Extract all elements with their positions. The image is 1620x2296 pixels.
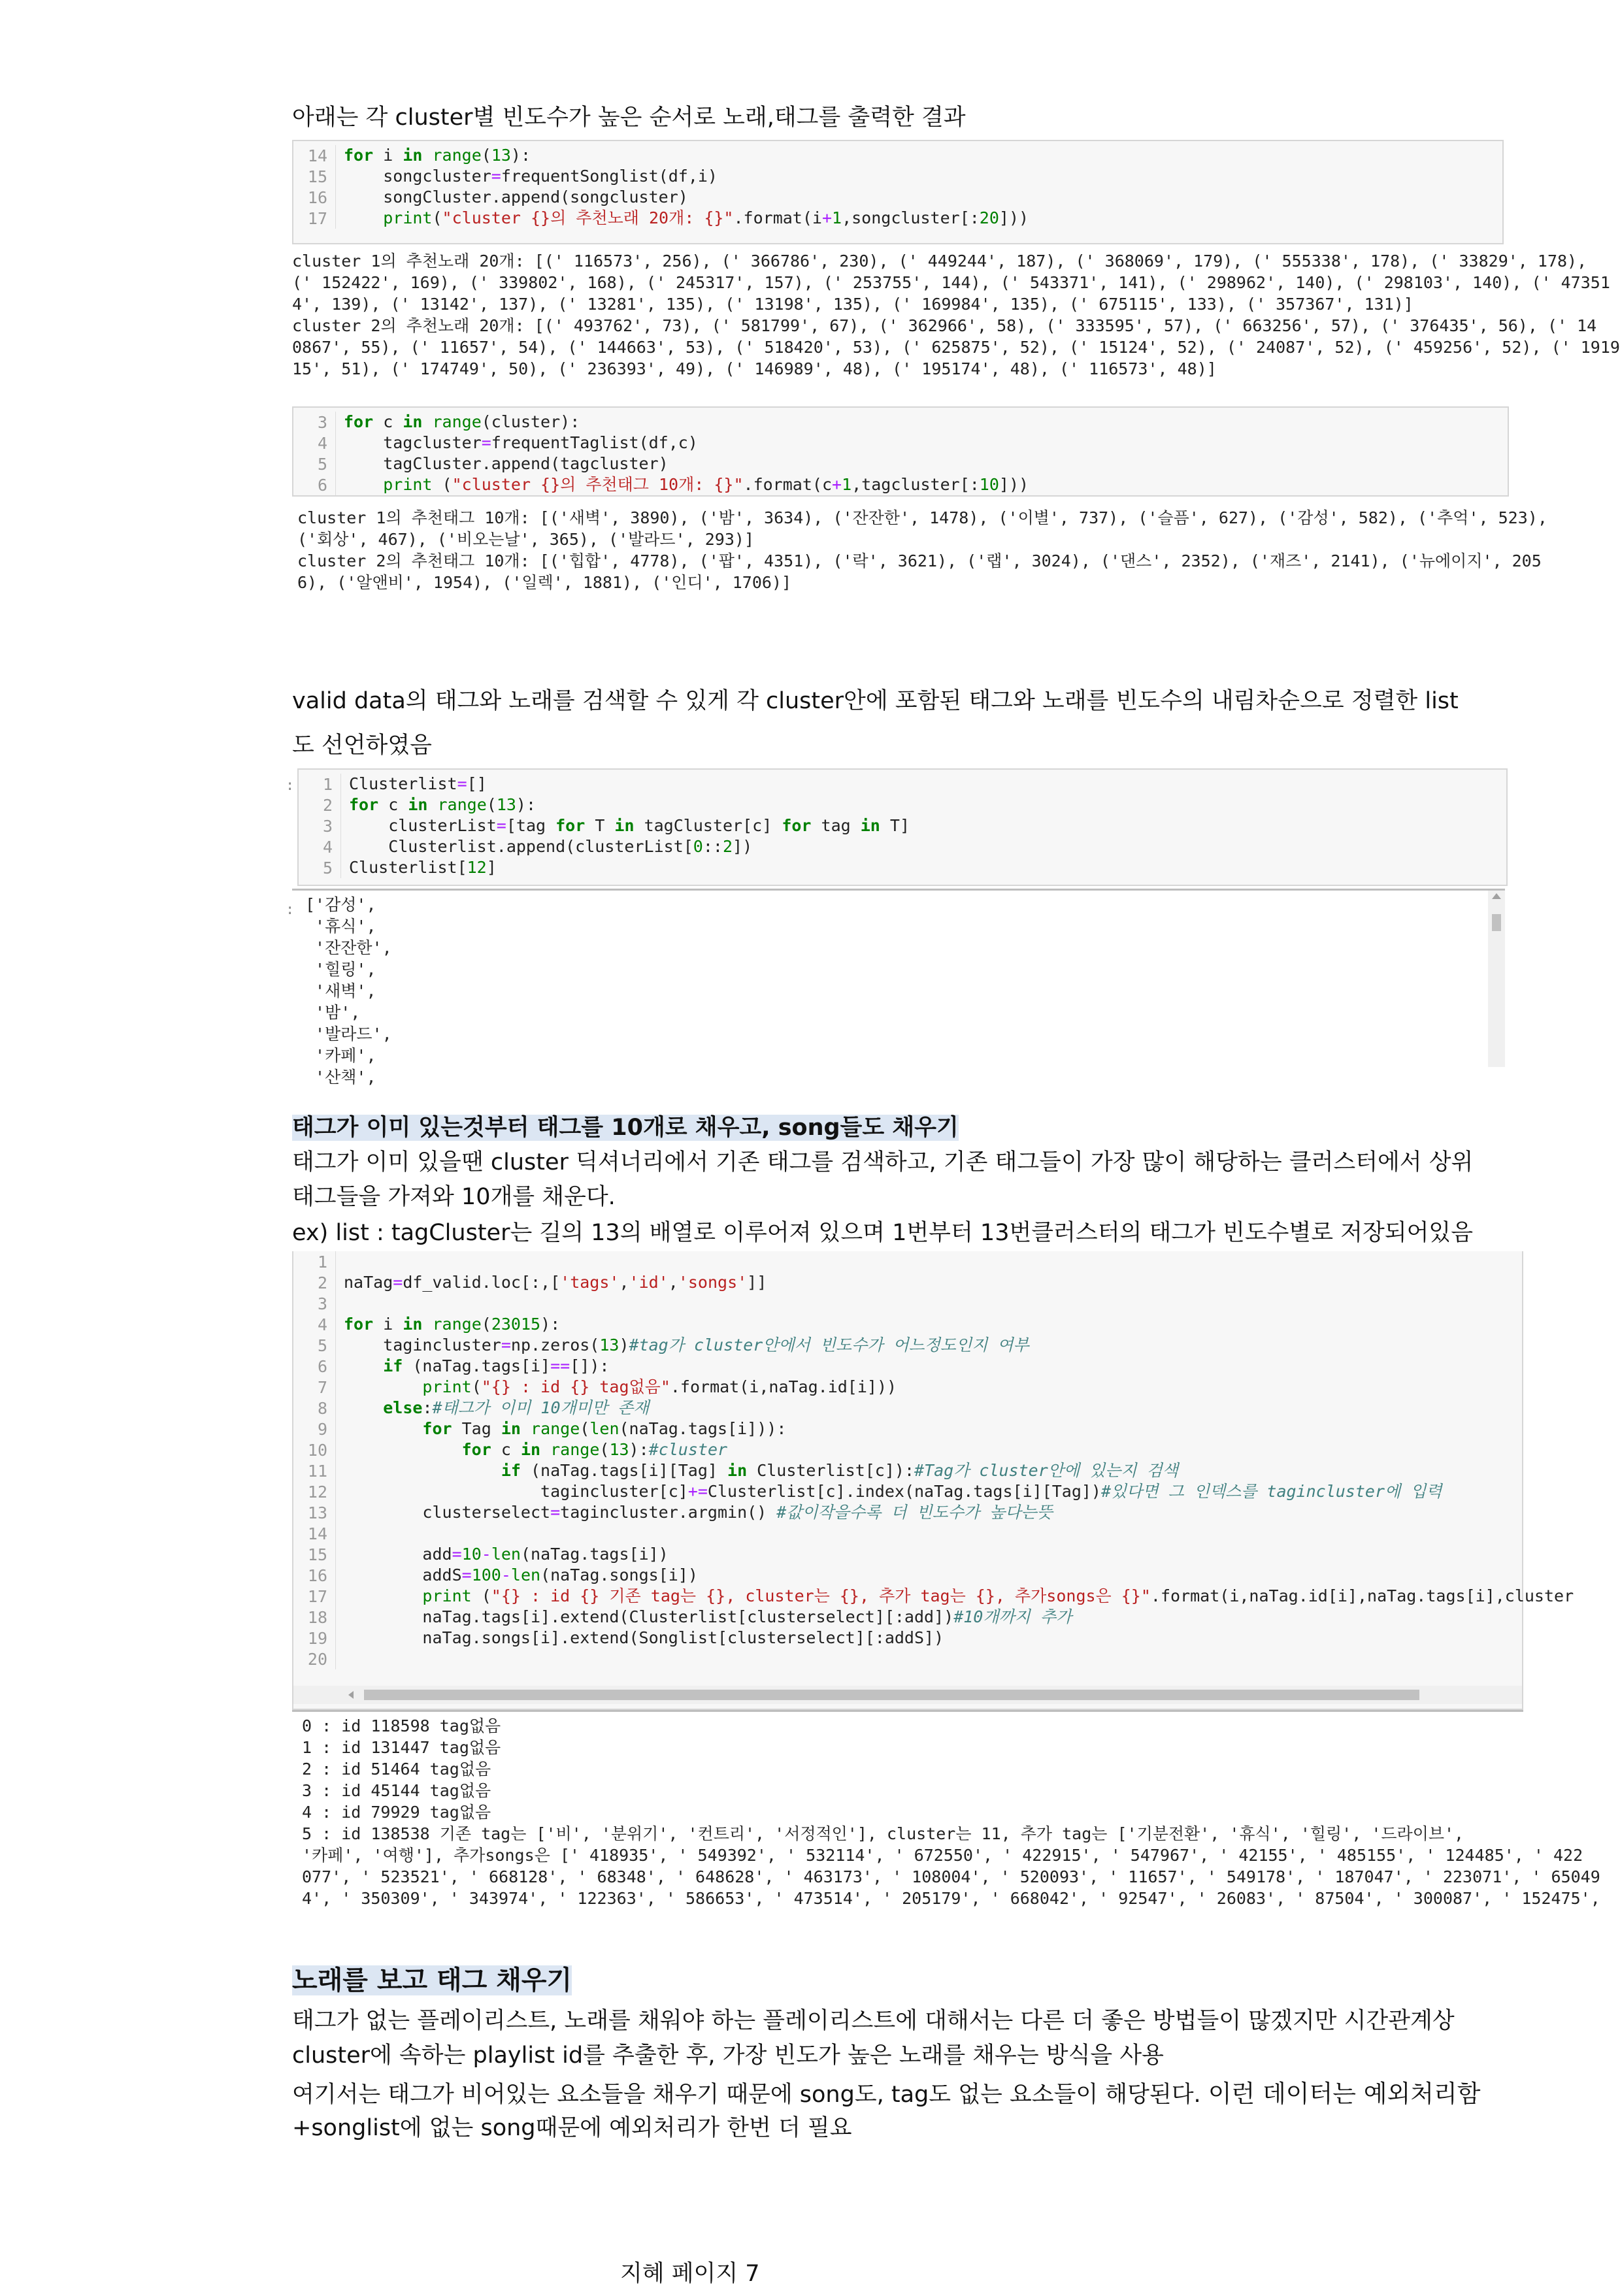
- output-line: 077', ' 523521', ' 668128', ' 68348', ' 648628', ' 463173', ' 108004', ' 520093', ' 11657', ' 549178', ' 187047', ' 223071', ' 65049: [302, 1867, 1600, 1886]
- code-line: [299, 774, 1506, 795]
- code-line: [293, 1356, 1522, 1377]
- code-line: [293, 1565, 1522, 1586]
- code-line: [293, 1293, 1522, 1314]
- code-cell-fill-tags[interactable]: [292, 1251, 1574, 1710]
- code-line: [293, 1419, 1522, 1439]
- line-number: 3: [322, 816, 333, 836]
- line-number: 10: [307, 1440, 327, 1460]
- code-cell-tag-recommend[interactable]: [292, 406, 1509, 497]
- code-line: [299, 795, 1506, 815]
- output-line: 1 : id 131447 tag없음: [302, 1738, 501, 1757]
- output-clusterlist: [305, 894, 1481, 1087]
- line-number: 2: [322, 795, 333, 815]
- line-number: 5: [317, 454, 327, 474]
- code-text[interactable]: tagcluster=frequentTaglist(df,c): [335, 433, 1508, 453]
- output-line: ('회상', 467), ('비오는날', 365), ('발라드', 293)]: [297, 530, 754, 549]
- cell-prompt-colon: :: [286, 778, 295, 794]
- line-number: 5: [322, 858, 333, 877]
- description-line: cluster에 속하는 playlist id를 추출한 후, 가장 빈도가 높은 노래를 채우는 방식을 사용: [292, 2042, 1164, 2069]
- code-line: [293, 1586, 1574, 1607]
- output-line: ['감성',: [305, 895, 376, 914]
- scroll-left-icon[interactable]: [348, 1691, 354, 1699]
- output-line: 6), ('알앤비', 1954), ('일렉', 1881), ('인디', 1706)]: [297, 573, 792, 592]
- code-text[interactable]: [335, 1251, 1522, 1272]
- code-text[interactable]: tagCluster.append(tagcluster): [335, 453, 1508, 474]
- description-line: 태그가 이미 있을땐 cluster 딕셔너리에서 기존 태그를 검색하고, 기존 태그들이 가장 많이 해당하는 클러스터에서 상위: [292, 1149, 1474, 1175]
- output-line: 0 : id 118598 tag없음: [302, 1716, 501, 1735]
- description-line: 태그가 없는 플레이리스트, 노래를 채워야 하는 플레이리스트에 대해서는 다른 더 좋은 방법들이 많겠지만 시간관계상: [292, 2008, 1455, 2034]
- code-text[interactable]: tagincluster[c]+=Clusterlist[c].index(naTag.tags[i][Tag])#있다면 그 인덱스를 tagincluster에 입력: [335, 1481, 1522, 1502]
- line-number: 1: [317, 1252, 327, 1271]
- code-text[interactable]: if (naTag.tags[i][Tag] in Clusterlist[c]):#Tag가 cluster안에 있는지 검색: [335, 1460, 1522, 1481]
- code-line: [293, 1648, 1522, 1669]
- code-text[interactable]: naTag=df_valid.loc[:,['tags','id','songs']]: [335, 1272, 1522, 1293]
- highlighted-title: 태그가 이미 있는것부터 태그를 10개로 채우고, song들도 채우기: [292, 1115, 959, 1141]
- description-line: 태그들을 가져와 10개를 채운다.: [292, 1184, 616, 1210]
- code-text[interactable]: add=10-len(naTag.tags[i]): [335, 1544, 1522, 1565]
- code-line: [293, 453, 1508, 474]
- hscroll-thumb[interactable]: [364, 1690, 1419, 1700]
- line-number: 2: [317, 1273, 327, 1292]
- code-text[interactable]: [335, 1523, 1522, 1544]
- code-text[interactable]: clusterselect=tagincluster.argmin() #값이작을수록 더 빈도수가 높다는뜻: [335, 1502, 1522, 1523]
- code-text[interactable]: for c in range(cluster):: [335, 412, 1508, 433]
- code-text[interactable]: Clusterlist=[]: [340, 774, 1506, 795]
- code-hscrollbar[interactable]: [293, 1686, 1522, 1704]
- line-number: 20: [307, 1649, 327, 1669]
- output-prompt-colon: :: [286, 902, 295, 918]
- line-number: 9: [317, 1419, 327, 1439]
- output-line: '휴식',: [305, 917, 376, 936]
- output-line: cluster 2의 추천노래 20개: [(' 493762', 73), (' 581799', 67), (' 362966', 58), (' 333595', 57), (' 663256', 57), (' 376435', 56), (' 14: [292, 316, 1597, 335]
- page-footer: 지혜 페이지 7: [620, 2261, 760, 2287]
- code-line: [299, 815, 1506, 836]
- description-line: +songlist에 없는 song때문에 예외처리가 한번 더 필요: [292, 2115, 852, 2141]
- line-number: 7: [317, 1377, 327, 1397]
- section-heading-valid-data: valid data의 태그와 노래를 검색할 수 있게 각 cluster안에 포함된 태그와 노래를 빈도수의 내림차순으로 정렬한 list: [292, 688, 1459, 714]
- output-line: (' 152422', 169), (' 339802', 168), (' 245317', 157), (' 253755', 144), (' 543371', 141), (' 298962', 140), (' 298103', 140), (' 47351: [292, 273, 1610, 292]
- output-line: 2 : id 51464 tag없음: [302, 1760, 491, 1779]
- output-line: cluster 1의 추천태그 10개: [('새벽', 3890), ('밤', 3634), ('잔잔한', 1478), ('이별', 737), ('슬픔', 627), ('감성', 582), ('추억', 523),: [297, 508, 1547, 527]
- code-line: [299, 836, 1506, 857]
- code-line: [293, 1398, 1522, 1419]
- code-text[interactable]: songcluster=frequentSonglist(df,i): [335, 166, 1502, 187]
- code-line: [293, 474, 1508, 495]
- code-line: [293, 1335, 1522, 1356]
- output-tag-recommend: [297, 507, 1547, 599]
- code-text[interactable]: tagincluster=np.zeros(13)#tag가 cluster안에서 빈도수가 어느정도인지 여부: [335, 1335, 1522, 1356]
- line-number: 14: [307, 146, 327, 165]
- code-text[interactable]: print("{} : id {} tag없음".format(i,naTag.id[i])): [335, 1377, 1522, 1398]
- output-scrollbar[interactable]: [1488, 891, 1505, 1067]
- code-lines: [299, 774, 1506, 878]
- code-line: [293, 1377, 1522, 1398]
- code-line: [293, 1439, 1522, 1460]
- output-line: '새벽',: [305, 981, 376, 1000]
- code-line: [293, 208, 1502, 229]
- line-number: 19: [307, 1628, 327, 1648]
- code-line: [293, 1607, 1522, 1628]
- code-text[interactable]: for i in range(13):: [335, 145, 1502, 166]
- scroll-thumb[interactable]: [1492, 914, 1501, 931]
- output-line: 15', 51), (' 174749', 50), (' 236393', 49), (' 146989', 48), (' 195174', 48), (' 116573', 48)]: [292, 359, 1217, 378]
- section-heading-valid-data-cont: 도 선언하였음: [292, 732, 432, 759]
- code-text[interactable]: Clusterlist[12]: [340, 857, 1506, 878]
- code-text[interactable]: [335, 1293, 1522, 1314]
- output-fill-tags: [302, 1715, 1600, 1908]
- line-number: 12: [307, 1482, 327, 1501]
- code-lines: [293, 412, 1508, 495]
- code-line: [293, 1628, 1522, 1648]
- code-lines: [293, 1251, 1574, 1669]
- output-line: cluster 1의 추천노래 20개: [(' 116573', 256), (' 366786', 230), (' 449244', 187), (' 368069', 179), (' 555338', 178), (' 33829', 178),: [292, 252, 1587, 271]
- code-text[interactable]: for Tag in range(len(naTag.tags[i])):: [335, 1419, 1522, 1439]
- output-line: '밤',: [305, 1003, 361, 1022]
- line-number: 17: [307, 1586, 327, 1606]
- code-line: [293, 166, 1502, 187]
- output-line: 0867', 55), (' 11657', 54), (' 144663', 53), (' 518420', 53), (' 625875', 52), (' 15124', 52), (' 24087', 52), (' 459256', 52), (' 1919: [292, 338, 1620, 357]
- line-number: 11: [307, 1461, 327, 1481]
- code-text[interactable]: addS=100-len(naTag.songs[i]): [335, 1565, 1522, 1586]
- description-line: ex) list : tagCluster는 길의 13의 배열로 이루어져 있으며 1번부터 13번클러스터의 태그가 빈도수별로 저장되어있음: [292, 1220, 1474, 1246]
- line-number: 6: [317, 1356, 327, 1376]
- description-line: [292, 2076, 1481, 2113]
- output-line: 5 : id 138538 기존 tag는 ['비', '분위기', '컨트리', '서정적인'], cluster는 11, 추가 tag는 ['기분전환', '휴식', '힐링', '드라이브',: [302, 1824, 1464, 1843]
- code-line: [293, 145, 1502, 166]
- line-number: 13: [307, 1503, 327, 1522]
- code-text[interactable]: for i in range(23015):: [335, 1314, 1522, 1335]
- code-text[interactable]: print("cluster {}의 추천노래 20개: {}".format(i+1,songcluster[:20])): [335, 208, 1502, 229]
- highlighted-title: 노래를 보고 태그 채우기: [292, 1965, 572, 1995]
- output-song-recommend: [292, 250, 1620, 378]
- code-line: [293, 1523, 1522, 1544]
- code-text[interactable]: for c in range(13):#cluster: [335, 1439, 1522, 1460]
- code-line: [299, 857, 1506, 878]
- output-line: 4', 139), (' 13142', 137), (' 13281', 135), (' 13198', 135), (' 169984', 135), (' 675115', 133), (' 357367', 131)]: [292, 295, 1413, 314]
- output-line: '힐링',: [305, 960, 376, 979]
- code-line: [293, 1481, 1522, 1502]
- line-number: 4: [322, 837, 333, 857]
- section-title-fill-tags: [292, 1110, 959, 1146]
- description-part: 여기서는 태그가 비어있는 요소들을 채우기 때문에 song도, tag도 없는 요소들이 해당된다.: [292, 2082, 1208, 2108]
- code-line: [293, 1272, 1522, 1293]
- line-number: 16: [307, 1566, 327, 1585]
- code-line: [293, 1251, 1522, 1272]
- scroll-up-icon[interactable]: [1492, 893, 1501, 899]
- output-line: 4 : id 79929 tag없음: [302, 1803, 491, 1822]
- line-number: 1: [322, 774, 333, 794]
- line-number: 3: [317, 412, 327, 432]
- code-text[interactable]: else:#태그가 이미 10개미만 존재: [335, 1398, 1522, 1419]
- output-line: 4', ' 350309', ' 343974', ' 122363', ' 586653', ' 473514', ' 205179', ' 668042', ' 92547', ' 26083', ' 87504', ' 300087', ' 152475',: [302, 1889, 1600, 1908]
- line-number: 15: [307, 167, 327, 186]
- line-number: 18: [307, 1607, 327, 1627]
- line-number: 15: [307, 1545, 327, 1564]
- code-line: [293, 187, 1502, 208]
- code-text[interactable]: [335, 1648, 1522, 1669]
- line-number: 16: [307, 188, 327, 207]
- line-number: 4: [317, 433, 327, 453]
- output-divider: [292, 889, 1505, 891]
- line-number: 4: [317, 1315, 327, 1334]
- output-line: '잔잔한',: [305, 938, 392, 957]
- code-line: [293, 1460, 1522, 1481]
- output-line: '발라드',: [305, 1025, 392, 1043]
- code-line: [293, 1502, 1522, 1523]
- code-text[interactable]: clusterList=[tag for T in tagCluster[c] for tag in T]: [340, 815, 1506, 836]
- output-line: '산책',: [305, 1068, 376, 1087]
- line-number: 8: [317, 1398, 327, 1418]
- code-text[interactable]: print ("cluster {}의 추천태그 10개: {}".format(c+1,tagcluster[:10])): [335, 474, 1508, 495]
- code-text[interactable]: for c in range(13):: [340, 795, 1506, 815]
- line-number: 6: [317, 475, 327, 495]
- output-line: '카페', '여행'], 추가songs은 [' 418935', ' 549392', ' 532114', ' 672550', ' 422915', ' 547967', ' 42155', ' 485155', ' 124485', ' 422: [302, 1846, 1583, 1865]
- code-text[interactable]: Clusterlist.append(clusterList[0::2]): [340, 836, 1506, 857]
- section-heading-cluster-results: 아래는 각 cluster별 빈도수가 높은 순서로 노래,태그를 출력한 결과: [292, 105, 966, 131]
- code-cell-clusterlist[interactable]: [297, 768, 1508, 886]
- output-line: 3 : id 45144 tag없음: [302, 1781, 491, 1800]
- code-text[interactable]: naTag.songs[i].extend(Songlist[clusterselect][:addS]): [335, 1628, 1522, 1648]
- code-line: [293, 1314, 1522, 1335]
- code-line: [293, 412, 1508, 433]
- output-line: cluster 2의 추천태그 10개: [('힙합', 4778), ('팝', 4351), ('락', 3621), ('랩', 3024), ('댄스', 2352), ('재즈', 2141), ('뉴에이지', 205: [297, 551, 1542, 570]
- description-emphasis: 이런 데이터는 예외처리함: [1208, 2080, 1481, 2108]
- line-number: 5: [317, 1336, 327, 1355]
- code-lines: [293, 145, 1502, 229]
- code-line: [293, 433, 1508, 453]
- line-number: 17: [307, 208, 327, 228]
- section-title-fill-by-songs: [292, 1963, 572, 1999]
- code-text[interactable]: if (naTag.tags[i]==[]):: [335, 1356, 1522, 1377]
- code-line: [293, 1544, 1522, 1565]
- code-text[interactable]: print ("{} : id {} 기존 tag는 {}, cluster는 {}, 추가 tag는 {}, 추가songs은 {}".format(i,naTag.id[i],naTag.tags[i],cluster: [335, 1586, 1574, 1607]
- code-text[interactable]: naTag.tags[i].extend(Clusterlist[clusterselect][:add])#10개까지 추가: [335, 1607, 1522, 1628]
- output-line: '카페',: [305, 1046, 376, 1065]
- output-divider: [292, 1710, 1523, 1712]
- line-number: 14: [307, 1524, 327, 1543]
- line-number: 3: [317, 1294, 327, 1313]
- code-text[interactable]: songCluster.append(songcluster): [335, 187, 1502, 208]
- code-cell-song-recommend[interactable]: [292, 140, 1504, 244]
